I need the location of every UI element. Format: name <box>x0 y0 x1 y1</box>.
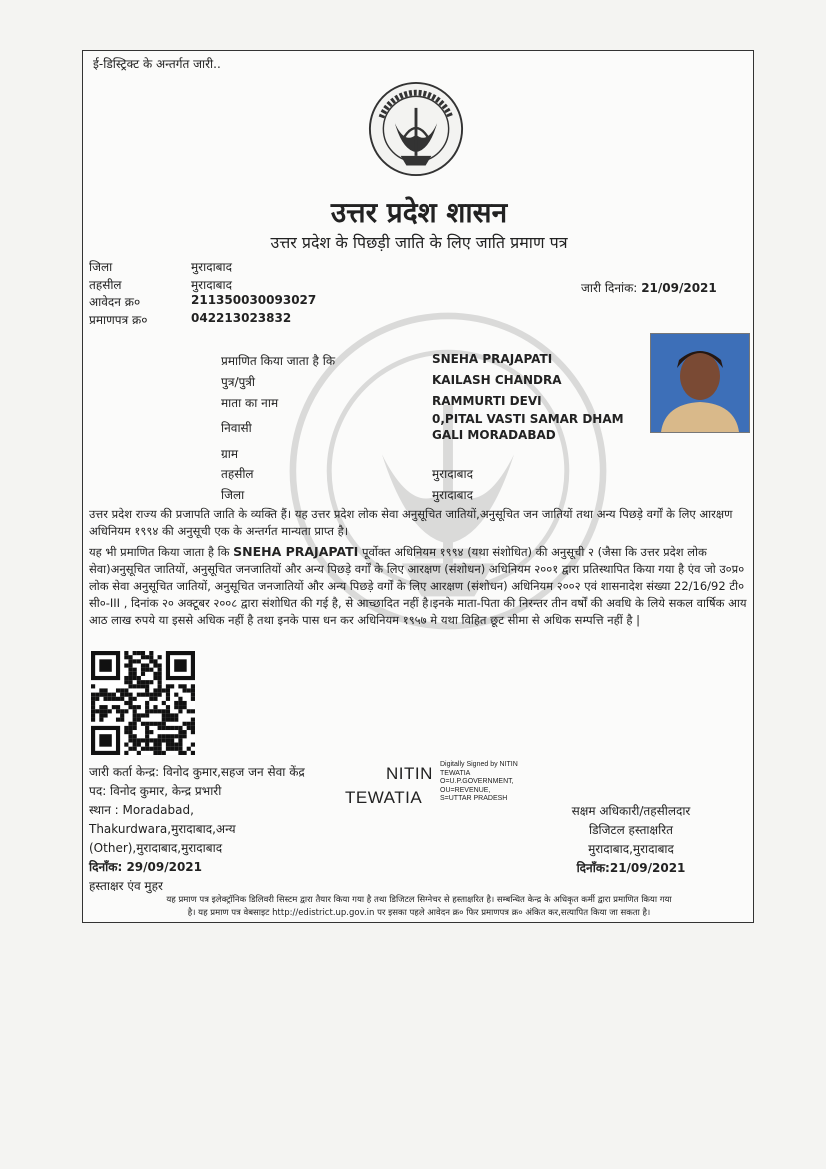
mother-name: RAMMURTI DEVI <box>432 394 542 408</box>
village-label: ग्राम <box>221 447 239 461</box>
mother-label: माता का नाम <box>221 396 279 410</box>
authority-place: मुरादाबाद,मुरादाबाद <box>588 842 674 856</box>
footer-line-1: यह प्रमाण पत्र इलेक्ट्रॉनिक डिलिवरी सिस्टम द्वारा तैयार किया गया है तथा डिजिटल सिग्नेचर से हस्ताक्षरित है। सम्बन्धित केन्द्र के अधिकृत कर्मी द्वारा प्रमाणित किया गया <box>166 895 672 905</box>
authority-date: दिनाँक:21/09/2021 <box>576 861 686 875</box>
signature-detail-line: TEWATIA <box>440 769 471 777</box>
issuing-centre: जारी कर्ता केन्द्र: विनोद कुमार,सहज जन सेवा केंद्र <box>89 765 305 779</box>
tehsil-value: मुरादाबाद <box>191 278 233 292</box>
certificate-number-value: 042213023832 <box>191 311 292 325</box>
issuer-place-line-1: स्थान : Moradabad, <box>89 803 194 817</box>
certificate <box>82 50 754 923</box>
signer-name-line-1: NITIN <box>386 764 433 783</box>
address-line-2: GALI MORADABAD <box>432 428 556 442</box>
application-number-value: 211350030093027 <box>191 293 317 307</box>
detail-tehsil-value: मुरादाबाद <box>432 467 474 481</box>
certificate-number-label: प्रमाणपत्र क्र० <box>89 313 148 327</box>
application-number-label: आवेदन क्र० <box>89 295 141 309</box>
detail-tehsil-label: तहसील <box>221 467 254 481</box>
applicant-name: SNEHA PRAJAPATI <box>432 352 553 366</box>
tehsil-label: तहसील <box>89 278 122 292</box>
detail-district-value: मुरादाबाद <box>432 488 474 502</box>
authority-title: सक्षम अधिकारी/तहसीलदार <box>571 804 691 818</box>
up-government-emblem-icon <box>368 81 464 177</box>
relation-label: पुत्र/पुत्री <box>221 375 256 389</box>
issue-date-value: 21/09/2021 <box>641 281 717 295</box>
issuer-place-line-3: (Other),मुरादाबाद,मुरादाबाद <box>89 841 223 855</box>
income-paragraph-name: SNEHA PRAJAPATI <box>233 544 359 559</box>
income-paragraph <box>89 543 747 629</box>
father-name: KAILASH CHANDRA <box>432 373 562 387</box>
certify-label: प्रमाणित किया जाता है कि <box>221 354 336 368</box>
signature-detail-line: O=U.P.GOVERNMENT, <box>440 778 514 785</box>
signature-detail-line: OU=REVENUE, <box>440 786 491 794</box>
address-line-1: 0,PITAL VASTI SAMAR DHAM <box>432 412 624 426</box>
issuer-place-line-2: Thakurdwara,मुरादाबाद,अन्य <box>89 822 236 836</box>
signature-detail-line: S=UTTAR PRADESH <box>440 795 508 802</box>
income-paragraph-intro: यह भी प्रमाणित किया जाता है कि <box>89 545 230 559</box>
digital-signature-details <box>440 761 518 804</box>
qr-code[interactable] <box>91 651 195 755</box>
applicant-photo <box>650 333 750 433</box>
footer-line-2: है। यह प्रमाण पत्र वेबसाइट http://edistrict.up.gov.in पर इसका पहले आवेदन क्र० फिर प्रमाणपत्र क्र० अंकित कर,सत्यापित किया जा सकता है। <box>187 908 651 918</box>
signer-name-line-2: TEWATIA <box>345 788 423 807</box>
sign-and-seal: हस्ताक्षर एंव मुहर <box>89 879 163 893</box>
signature-detail-line: Digitally Signed by NITIN <box>440 761 518 768</box>
district-value: मुरादाबाद <box>191 260 233 274</box>
authority-signed: डिजिटल हस्ताक्षरित <box>589 823 673 837</box>
detail-district-label: जिला <box>221 488 245 502</box>
issue-date-label: जारी दिनांक: <box>581 281 638 295</box>
district-label: जिला <box>89 260 113 274</box>
caste-paragraph: उत्तर प्रदेश राज्य की प्रजापति जाति के व्यक्ति हैं। यह उत्तर प्रदेश लोक सेवा अनुसूचित जातियों,अनुसूचित जन जातियों तथा अन्य पिछड़े वर्गों के लिए आरक्षण अधिनियम १९९४ की अनुसूची एक के अन्तर्गत मान्यता प्राप्त है। <box>89 507 733 538</box>
certificate-title: उत्तर प्रदेश के पिछड़ी जाति के लिए जाति प्रमाण पत्र <box>270 233 568 252</box>
income-paragraph-body: पूर्वोक्त अधिनियम १९९४ (यथा संशोधित) की अनुसूची २ (जैसा कि उत्तर प्रदेश लोक सेवा)अनुसूचित जातियों, अनुसूचित जनजातियों और अन्य पिछड़े वर्गों के लिए आरक्षण (संशोधन) अधिनियम २००१ द्वारा प्रतिस्थापित किया गया है एंव जो उ०प्र० लोक सेवा अनुसूचित जातियों, अनुसूचित जनजातियों और अन्य पिछड़े वर्गों के लिए आरक्षण (संशोधन) अधिनियम २००२ एवं शासनादेश संख्या 22/16/92 टी० सी०-III , दिनांक २० अक्टूबर २००८ द्वारा संशोधित की गई है, से आच्छादित नहीं है।इनके माता-पिता की निरन्तर तीन वर्षों की अवधि के लिये सकल वार्षिक आय आठ लाख रुपये या इससे अधिक नहीं है तथा इनके पास धन कर अधिनियम १९५७ मे यथा विहित छूट सीमा से अधिक सम्पत्ति नहीं है | <box>89 545 747 627</box>
footer-note <box>83 894 755 920</box>
resident-label: निवासी <box>221 421 252 435</box>
government-heading: उत्तर प्रदेश शासन <box>330 196 508 229</box>
issuer-post: पद: विनोद कुमार, केन्द्र प्रभारी <box>89 784 222 798</box>
header-note: ई-डिस्ट्रिक्ट के अन्तर्गत जारी.. <box>93 57 221 71</box>
issuer-date: दिनाँक: 29/09/2021 <box>89 860 203 874</box>
